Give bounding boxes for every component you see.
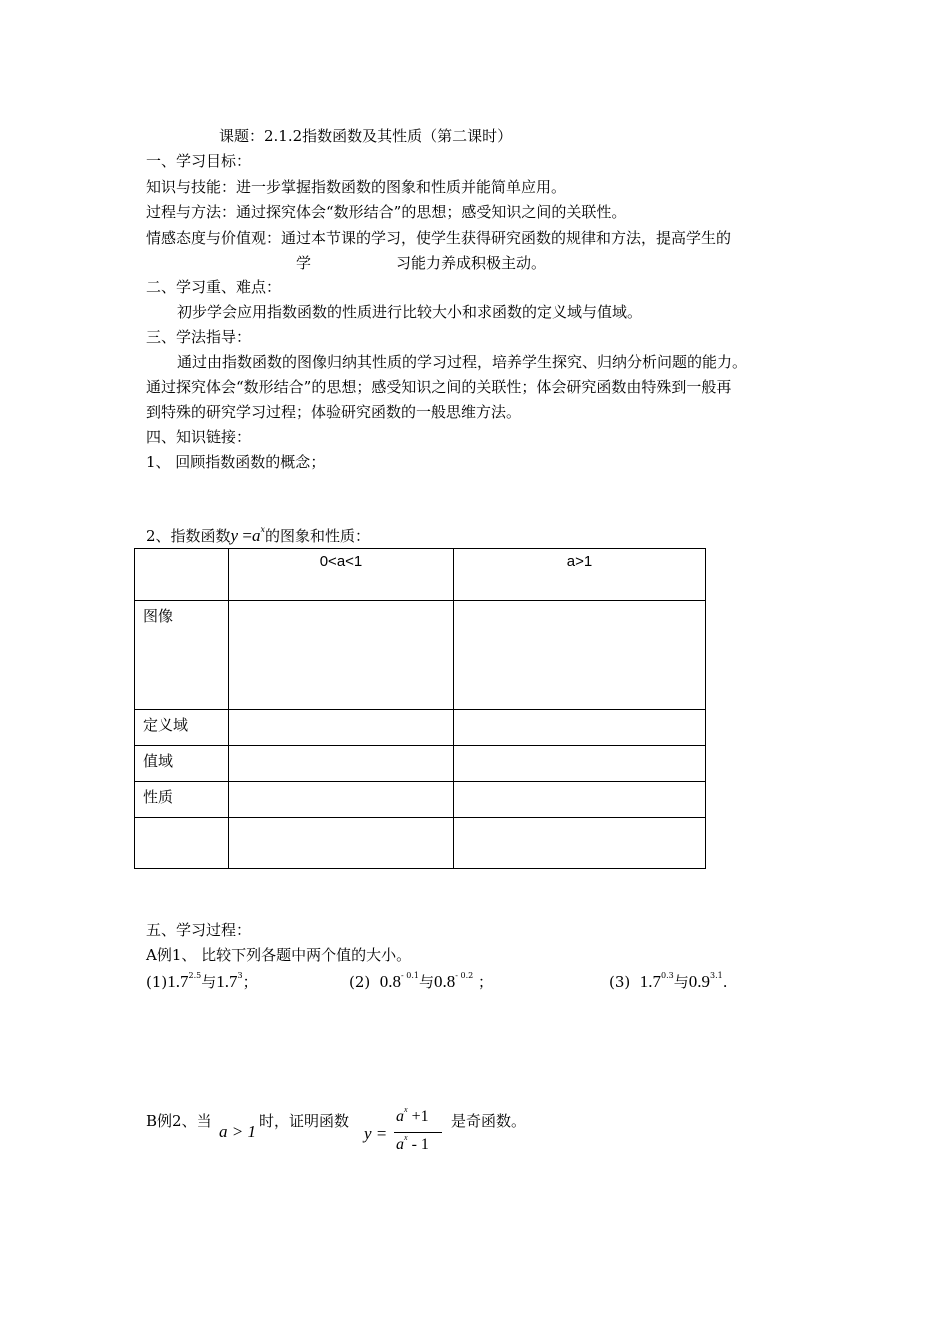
numerator-base: a (396, 1108, 404, 1125)
base-value: 1.7 (216, 972, 238, 991)
table-header-cell: 0<a<1 (229, 549, 454, 601)
page-title: 课题：2.1.2指数函数及其性质（第二课时） (219, 127, 513, 145)
method-line-2: 通过探究体会“数形结合”的思想；感受知识之间的关联性；体会研究函数由特殊到一般再 (146, 378, 732, 396)
table-cell (229, 710, 454, 746)
part-number: (1) (146, 973, 168, 991)
example-2-label-a: B例2、当 (146, 1112, 212, 1130)
punctuation: . (722, 973, 728, 991)
table-cell (229, 746, 454, 782)
part-number: (2) (349, 973, 371, 991)
section-1-heading: 一、学习目标： (146, 152, 252, 170)
table-row (135, 601, 706, 710)
table-cell (229, 818, 454, 869)
table-row (135, 782, 706, 818)
function-y-equals: y = (364, 1124, 388, 1143)
table-row-label (135, 818, 229, 869)
fraction-bar (394, 1132, 442, 1133)
denominator-exponent: x (404, 1133, 408, 1142)
review-item-2-prefix: 2、指数函数 (146, 527, 231, 545)
conjunction: 与 (673, 973, 689, 991)
goal-attitude: 情感态度与价值观：通过本节课的学习，使学生获得研究函数的规律和方法，提高学生的 (146, 229, 732, 247)
base-value: 1.7 (639, 972, 662, 991)
review-item-2 (146, 526, 370, 546)
table-cell (454, 818, 706, 869)
section-5-heading: 五、学习过程： (146, 921, 252, 939)
goal-attitude-cont-a: 学 (296, 254, 312, 272)
function-fraction (394, 1105, 444, 1158)
formula-x-exponent: x (260, 525, 265, 534)
table-row-label: 定义域 (135, 710, 229, 746)
table-row (135, 818, 706, 869)
goal-knowledge: 知识与技能：进一步掌握指数函数的图象和性质并能简单应用。 (146, 178, 567, 196)
base-value: 0.8 (379, 972, 402, 991)
table-row-label: 性质 (135, 782, 229, 818)
punctuation: ； (478, 973, 494, 991)
method-line-1: 通过由指数函数的图像归纳其性质的学习过程，培养学生探究、归纳分析问题的能力。 (177, 353, 748, 371)
exponent-value: - 0.2 (455, 971, 474, 980)
exponent-value: 2.5 (188, 971, 202, 980)
table-cell (229, 782, 454, 818)
denominator-rest: - 1 (407, 1136, 429, 1153)
table-header-row (135, 549, 706, 601)
table-row (135, 710, 706, 746)
base-value: 0.8 (434, 972, 456, 991)
goal-process: 过程与方法：通过探究体会“数形结合”的思想；感受知识之间的关联性。 (146, 203, 627, 221)
table-header-cell: a>1 (454, 549, 706, 601)
conjunction: 与 (201, 973, 217, 991)
example-2-label-c: 是奇函数。 (451, 1112, 527, 1130)
table-cell (454, 746, 706, 782)
numerator-rest: +1 (407, 1108, 429, 1125)
table-cell (454, 782, 706, 818)
section-3-heading: 三、学法指导： (146, 328, 252, 346)
exponent-value: 3 (237, 971, 243, 980)
example-1-part-3 (609, 972, 728, 992)
method-line-3: 到特殊的研究学习过程；体验研究函数的一般思维方法。 (146, 403, 522, 421)
denominator-base: a (396, 1136, 404, 1153)
example-1-label: A例1、 比较下列各题中两个值的大小。 (146, 946, 412, 964)
exponent-value: - 0.1 (401, 971, 420, 980)
table-row-label: 图像 (135, 601, 229, 710)
example-1-part-2 (349, 972, 493, 992)
section-2-heading: 二、学习重、难点： (146, 278, 282, 296)
numerator-exponent: x (404, 1105, 408, 1114)
section-4-heading: 四、知识链接： (146, 428, 252, 446)
punctuation: ； (242, 973, 258, 991)
table-cell (454, 710, 706, 746)
example-1-part-1 (146, 972, 258, 992)
fraction-denominator (396, 1133, 429, 1154)
table-cell (454, 601, 706, 710)
base-value: 0.9 (688, 972, 711, 991)
table-cell (229, 601, 454, 710)
formula-y: y (230, 526, 239, 545)
review-item-1: 1、 回顾指数函数的概念； (146, 453, 326, 471)
key-points: 初步学会应用指数函数的性质进行比较大小和求函数的定义域与值域。 (177, 303, 643, 321)
exponent-value: 3.1 (710, 971, 723, 980)
formula-eq: = (238, 526, 252, 545)
review-item-2-suffix: 的图象和性质： (264, 527, 370, 545)
conjunction: 与 (419, 973, 435, 991)
fraction-numerator (396, 1105, 429, 1126)
formula-a: a (251, 526, 261, 545)
table-header-cell (135, 549, 229, 601)
exponential-properties-table (134, 548, 706, 869)
goal-attitude-cont-b: 习能力养成积极主动。 (396, 254, 547, 272)
example-2-label-b: 时，证明函数 (259, 1112, 350, 1130)
table-row (135, 746, 706, 782)
base-value: 1.7 (167, 972, 189, 991)
part-number: (3) (609, 973, 631, 991)
table-row-label: 值域 (135, 746, 229, 782)
exponent-value: 0.3 (661, 971, 674, 980)
example-2-condition: a > 1 (219, 1122, 256, 1141)
